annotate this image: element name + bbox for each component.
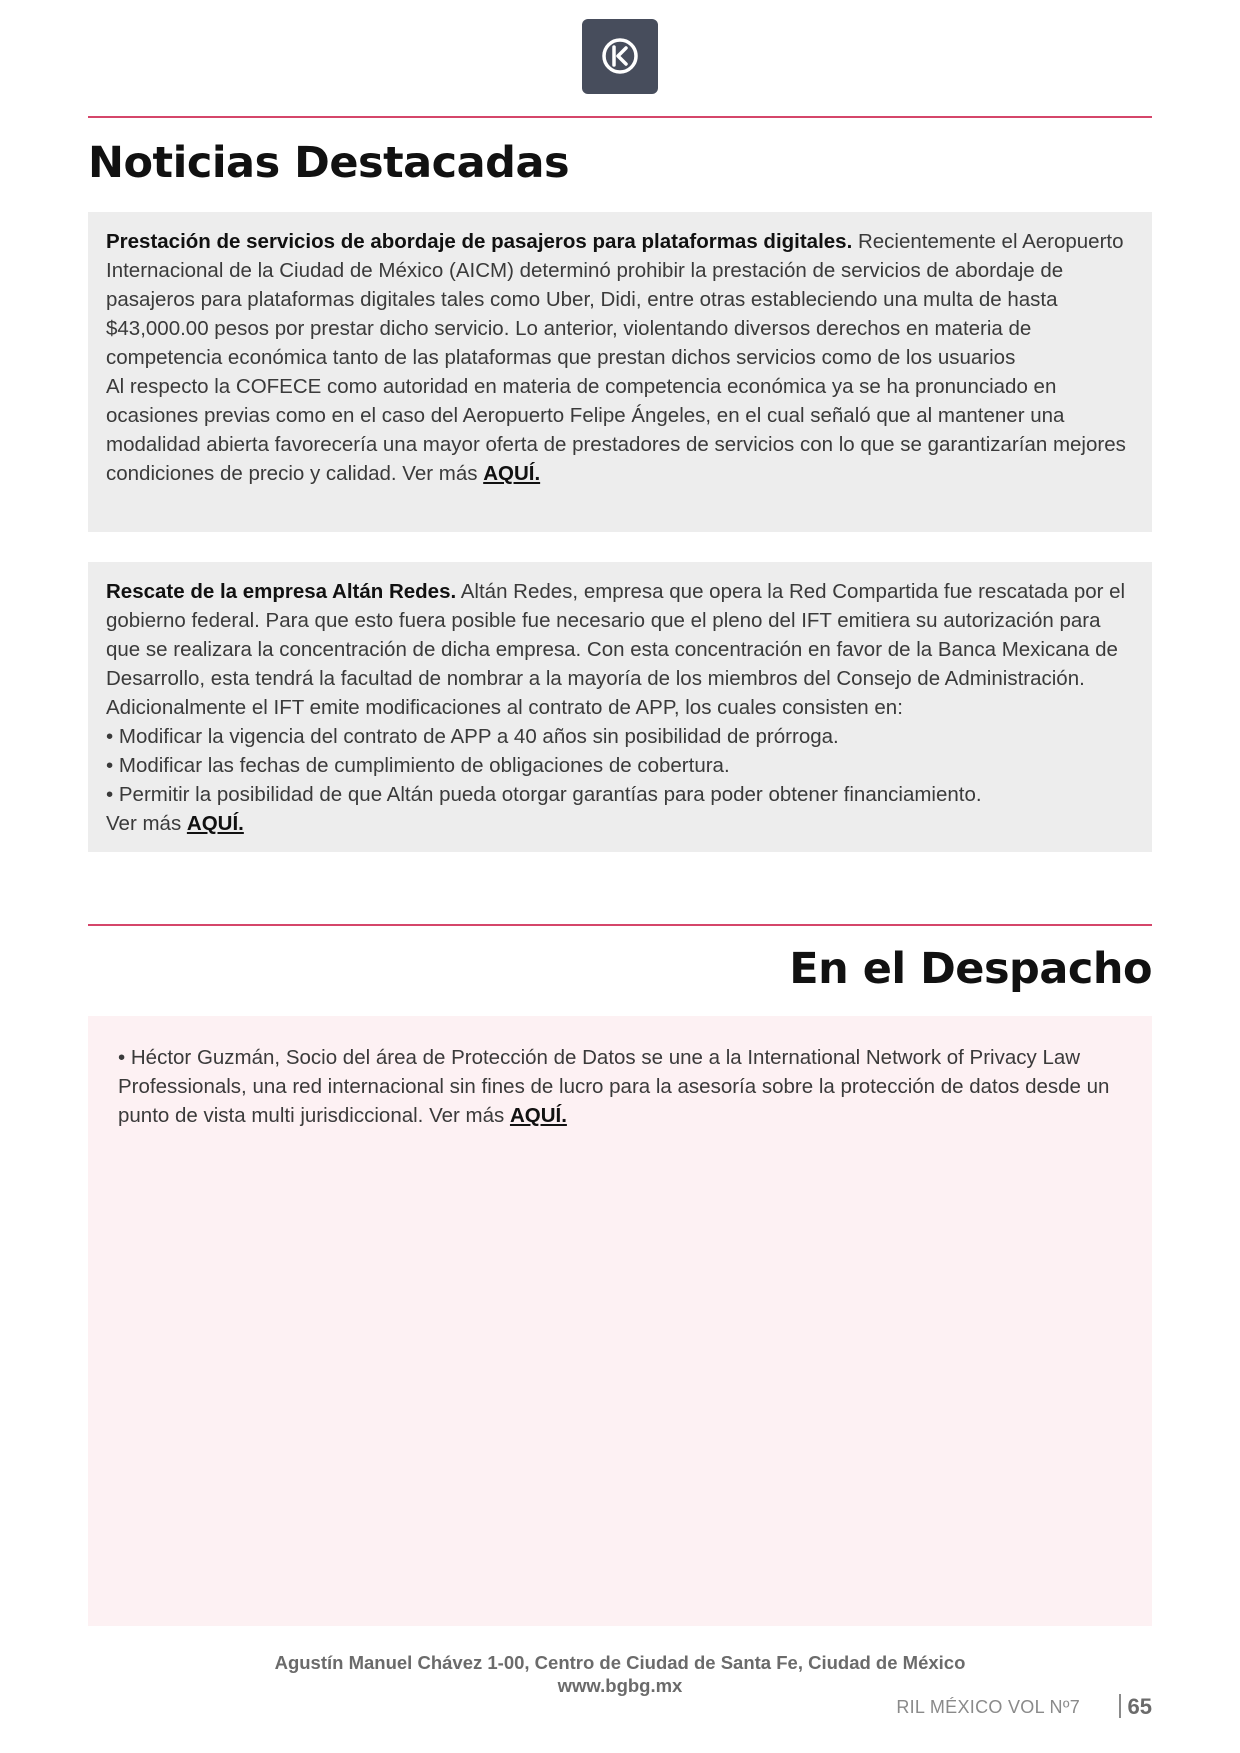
news-lead: Rescate de la empresa Altán Redes. — [106, 580, 457, 603]
despacho-body: • Héctor Guzmán, Socio del área de Protección de Datos se une a la International Network of Privacy Law Professionals, una red internacional sin fines de lucro para la asesoría sobre la protección de datos desde un punto de vista multi jurisdiccional. Ver más — [118, 1046, 1110, 1127]
news-paragraph-1 — [106, 227, 1134, 372]
logo — [582, 19, 658, 94]
bullet-item: • Modificar las fechas de cumplimiento de obligaciones de cobertura. — [106, 754, 730, 777]
news-body: Recientemente el Aeropuerto Internacional de la Ciudad de México (AICM) determinó prohibir la prestación de servicios de abordaje de pasajeros para plataformas digitales tales como Uber, Didi, entre otras estableciendo una multa de hasta $43,000.00 pesos por prestar dicho servicio. Lo anterior, violentando diversos derechos en materia de competencia económica tanto de las plataformas que prestan dichos servicios como de los usuarios — [106, 230, 1124, 369]
footer-address: Agustín Manuel Chávez 1-00, Centro de Ciudad de Santa Fe, Ciudad de México — [274, 1652, 966, 1673]
volume-label: RIL MÉXICO VOL Nº7 — [896, 1697, 1080, 1717]
news-body: Altán Redes, empresa que opera la Red Compartida fue rescatada por el gobierno federal. Para que esto fuera posible fue necesario que el pleno del IFT emitiera su autorización para que se realizara la concentración de dicha empresa. Con esta concentración en favor de la Banca Mexicana de Desarrollo, esta tendrá la facultad de nombrar a la mayoría de los miembros del Consejo de Administración. Adicionalmente el IFT emite modificaciones al contrato de APP, los cuales consisten en: — [106, 580, 1126, 719]
footer-address-block — [0, 1651, 1240, 1697]
mid-divider — [88, 924, 1152, 926]
footer-website[interactable]: www.bgbg.mx — [557, 1675, 683, 1696]
news-more — [106, 809, 1134, 838]
aqui-link[interactable]: AQUÍ. — [483, 462, 541, 485]
ver-mas-label: Ver más — [106, 812, 187, 835]
page-number: 65 — [1127, 1694, 1152, 1719]
top-divider — [88, 116, 1152, 118]
circle-k-logo-icon — [600, 36, 640, 76]
news-paragraph-1 — [106, 577, 1134, 722]
section-title-noticias: Noticias Destacadas — [88, 138, 570, 188]
news-paragraph-2 — [106, 372, 1134, 488]
bullet-item: • Modificar la vigencia del contrato de APP a 40 años sin posibilidad de prórroga. — [106, 725, 839, 748]
news-body: Al respecto la COFECE como autoridad en materia de competencia económica ya se ha pronunciado en ocasiones previas como en el caso del Aeropuerto Felipe Ángeles, en el cual señaló que al mantener una modalidad abierta favorecería una mayor oferta de prestadores de servicios con lo que se garantizarían mejores condiciones de precio y calidad. Ver más — [106, 375, 1126, 485]
despacho-paragraph — [118, 1043, 1122, 1130]
bullet-item: • Permitir la posibilidad de que Altán pueda otorgar garantías para poder obtener financiamiento. — [106, 783, 982, 806]
aqui-link[interactable]: AQUÍ. — [509, 1104, 567, 1127]
section-title-despacho: En el Despacho — [789, 944, 1152, 994]
aqui-link[interactable]: AQUÍ. — [186, 812, 244, 835]
news-lead: Prestación de servicios de abordaje de pasajeros para plataformas digitales. — [106, 230, 853, 253]
news-card-altan — [88, 562, 1152, 852]
news-card-plataformas — [88, 212, 1152, 532]
page-number-divider — [1119, 1694, 1121, 1718]
despacho-card — [88, 1016, 1152, 1626]
